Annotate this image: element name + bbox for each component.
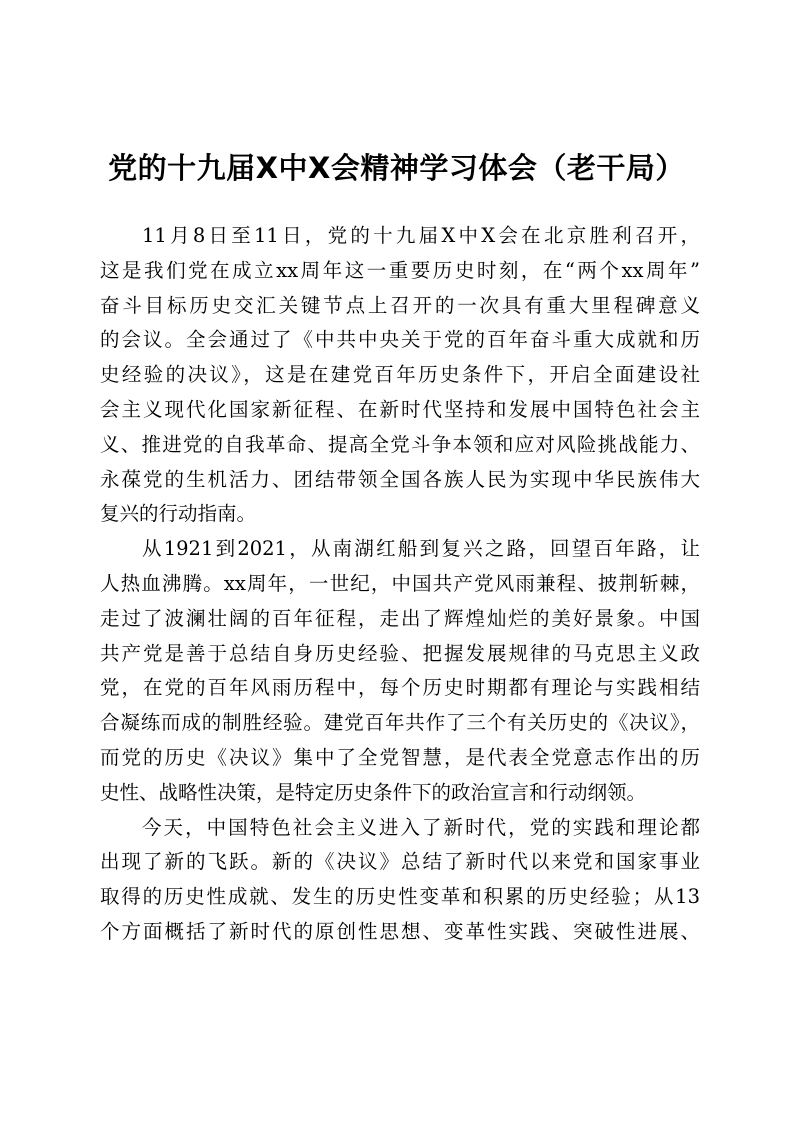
paragraph-line: 史经验的决议》，这是在建党百年历史条件下，开启全面建设社 xyxy=(100,363,700,387)
paragraph-line: 出现了新的飞跃。新的《决议》总结了新时代以来党和国家事业 xyxy=(100,850,700,874)
paragraph-line: 党，在党的百年风雨历程中，每个历史时期都有理论与实践相结 xyxy=(100,676,700,700)
paragraph-line: 这是我们党在成立xx周年这一重要历史时刻，在“两个xx周年” xyxy=(100,258,700,282)
paragraph-3 xyxy=(100,811,700,950)
paragraph-line: 11月8日至11日，党的十九届X中X会在北京胜利召开， xyxy=(142,224,700,247)
paragraph-line: 复兴的行动指南。 xyxy=(100,502,257,526)
paragraph-line: 共产党是善于总结自身历史经验、把握发展规律的马克思主义政 xyxy=(100,641,700,665)
paragraph-line: 永葆党的生机活力、团结带领全国各族人民为实现中华民族伟大 xyxy=(100,467,700,491)
paragraph-line: 的会议。全会通过了《中共中央关于党的百年奋斗重大成就和历 xyxy=(100,328,700,352)
paragraph-line: 今天，中国特色社会主义进入了新时代，党的实践和理论都 xyxy=(142,815,700,839)
paragraph-line: 个方面概括了新时代的原创性思想、变革性实践、突破性进展、 xyxy=(100,919,700,943)
paragraph-1 xyxy=(100,219,700,532)
paragraph-line: 而党的历史《决议》集中了全党智慧，是代表全党意志作出的历 xyxy=(100,745,700,769)
paragraph-line: 走过了波澜壮阔的百年征程，走出了辉煌灿烂的美好景象。中国 xyxy=(100,606,700,630)
paragraph-line: 取得的历史性成就、发生的历史性变革和积累的历史经验；从13 xyxy=(100,885,700,909)
paragraph-line: 奋斗目标历史交汇关键节点上召开的一次具有重大里程碑意义 xyxy=(100,293,700,317)
document-title: 党的十九届X中X会精神学习体会（老干局） xyxy=(108,151,685,185)
document-body xyxy=(100,219,700,950)
paragraph-line: 人热血沸腾。xx周年，一世纪，中国共产党风雨兼程、披荆斩棘， xyxy=(100,571,700,595)
paragraph-2 xyxy=(100,532,700,810)
paragraph-line: 史性、战略性决策，是特定历史条件下的政治宣言和行动纲领。 xyxy=(100,780,647,804)
paragraph-line: 从1921到2021，从南湖红船到复兴之路，回望百年路，让 xyxy=(142,537,700,561)
paragraph-line: 义、推进党的自我革命、提高全党斗争本领和应对风险挑战能力、 xyxy=(100,432,700,456)
paragraph-line: 合凝练而成的制胜经验。建党百年共作了三个有关历史的《决议》， xyxy=(100,711,700,735)
paragraph-line: 会主义现代化国家新征程、在新时代坚持和发展中国特色社会主 xyxy=(100,397,700,421)
